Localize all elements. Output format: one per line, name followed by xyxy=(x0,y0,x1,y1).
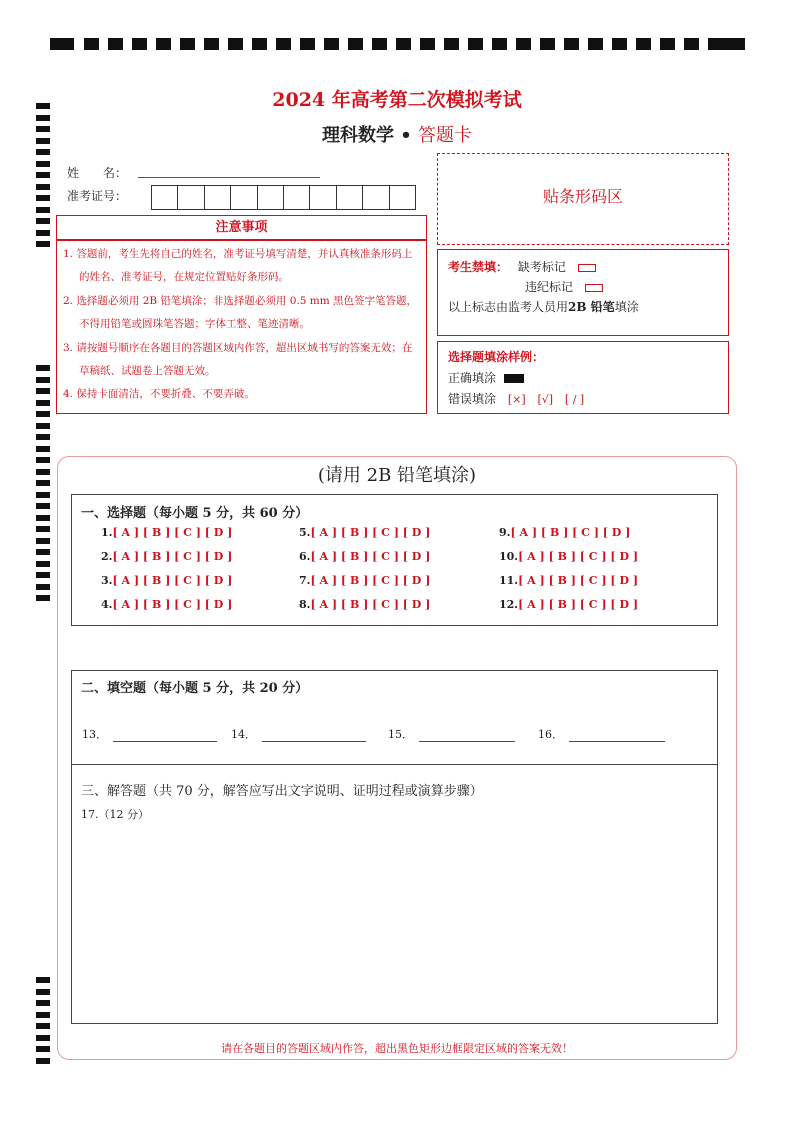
answer-options[interactable]: [ A ] [ B ] [ C ] [ D ] xyxy=(112,574,233,587)
timing-mark xyxy=(36,241,50,247)
timing-mark xyxy=(36,423,50,429)
footer-warning: 请在各题目的答题区域内作答，超出黑色矩形边框限定区域的答案无效！ xyxy=(221,1042,573,1055)
timing-mark xyxy=(36,572,50,578)
timing-mark xyxy=(36,1012,50,1018)
timing-mark xyxy=(50,38,74,50)
absent-label: 缺考标记 xyxy=(517,260,566,274)
timing-mark xyxy=(444,38,459,50)
question-number: 11. xyxy=(499,574,519,587)
timing-mark xyxy=(252,38,267,50)
timing-mark xyxy=(684,38,699,50)
ban-note: 以上标志由监考人员用2B 铅笔填涂 xyxy=(448,300,639,314)
timing-mark xyxy=(36,230,50,236)
timing-mark xyxy=(36,457,50,463)
timing-mark xyxy=(420,38,435,50)
filled-mark xyxy=(504,374,524,383)
timing-mark xyxy=(588,38,603,50)
timing-mark xyxy=(36,503,50,509)
timing-mark xyxy=(36,561,50,567)
timing-mark xyxy=(36,584,50,590)
mc-question[interactable] xyxy=(299,574,430,587)
timing-mark xyxy=(36,1058,50,1064)
section2-title: 二、填空题（每小题 5 分，共 20 分） xyxy=(81,681,309,696)
timing-mark xyxy=(516,38,531,50)
timing-mark xyxy=(36,172,50,178)
timing-mark xyxy=(324,38,339,50)
timing-mark xyxy=(156,38,171,50)
barcode-area: 贴条形码区 xyxy=(437,153,729,245)
mc-question[interactable] xyxy=(101,550,232,563)
section1-title: 一、选择题（每小题 5 分，共 60 分） xyxy=(81,506,309,521)
sample-heading: 选择题填涂样例： xyxy=(448,350,545,364)
panel-title: (请用 2B 铅笔填涂) xyxy=(317,465,477,486)
timing-mark xyxy=(36,184,50,190)
timing-mark xyxy=(348,38,363,50)
timing-mark xyxy=(36,469,50,475)
section3-title: 三、解答题（共 70 分，解答应写出文字说明、证明过程或演算步骤） xyxy=(81,784,483,799)
timing-mark xyxy=(276,38,291,50)
timing-mark xyxy=(36,549,50,555)
ban-heading: 考生禁填： xyxy=(448,260,509,274)
timing-mark xyxy=(300,38,315,50)
timing-mark xyxy=(612,38,627,50)
exam-id-boxes[interactable] xyxy=(151,185,416,210)
answer-options[interactable]: [ A ] [ B ] [ C ] [ D ] xyxy=(112,598,233,611)
card-title xyxy=(0,121,794,147)
timing-mark xyxy=(36,1046,50,1052)
mc-question[interactable] xyxy=(299,526,430,539)
absent-mark-box[interactable] xyxy=(578,264,596,272)
mc-question[interactable] xyxy=(299,598,430,611)
timing-mark xyxy=(36,1023,50,1029)
timing-marks-top xyxy=(50,38,745,52)
violation-mark-box[interactable] xyxy=(585,284,603,292)
timing-mark xyxy=(36,207,50,213)
timing-mark xyxy=(108,38,123,50)
answer-options[interactable]: [ A ] [ B ] [ C ] [ D ] xyxy=(310,574,431,587)
notice-item: 4. 保持卡面清洁，不要折叠、不要弄破。 xyxy=(63,388,255,401)
answer-box-17[interactable] xyxy=(71,764,718,1024)
timing-mark xyxy=(36,411,50,417)
exam-title: 2024 年高考第二次模拟考试 xyxy=(272,89,522,111)
mc-question[interactable] xyxy=(101,526,232,539)
timing-mark xyxy=(132,38,147,50)
notice-item: 1. 答题前，考生先将自己的姓名，准考证号填写清楚，并认真核准条形码上的姓名、准考证号，在规定位置贴好条形码。 xyxy=(63,248,413,284)
notice-body xyxy=(56,240,427,414)
timing-mark xyxy=(372,38,387,50)
timing-mark xyxy=(36,977,50,983)
timing-mark xyxy=(36,515,50,521)
mc-question[interactable] xyxy=(499,598,638,611)
timing-mark xyxy=(36,377,50,383)
timing-mark xyxy=(36,365,50,371)
mc-question[interactable] xyxy=(299,550,430,563)
timing-mark xyxy=(36,989,50,995)
question-number: 3. xyxy=(101,574,113,587)
timing-mark xyxy=(720,38,745,50)
timing-mark xyxy=(36,526,50,532)
title-dot: • xyxy=(400,125,412,146)
timing-mark xyxy=(36,492,50,498)
wrong-mark: [√] xyxy=(537,393,554,406)
answer-options[interactable]: [ A ] [ B ] [ C ] [ D ] xyxy=(518,598,639,611)
ban-box xyxy=(437,249,729,336)
mc-question[interactable] xyxy=(499,526,630,539)
answer-options[interactable]: [ A ] [ B ] [ C ] [ D ] xyxy=(510,526,631,539)
question-number: 9. xyxy=(499,526,511,539)
wrong-mark: [×] xyxy=(507,393,526,406)
timing-mark xyxy=(396,38,411,50)
timing-mark xyxy=(36,434,50,440)
question-number: 12. xyxy=(499,598,519,611)
notice-title: 注意事项 xyxy=(56,215,427,240)
mc-question[interactable] xyxy=(499,574,638,587)
timing-mark xyxy=(468,38,483,50)
notice-item: 2. 选择题必须用 2B 铅笔填涂；非选择题必须用 0.5 mm 黑色签字笔答题，不得用铅笔或圆珠笔答题；字体工整、笔迹清晰。 xyxy=(63,294,418,331)
timing-mark xyxy=(36,195,50,201)
subject-label: 理科数学 xyxy=(321,125,394,146)
timing-mark xyxy=(660,38,675,50)
timing-mark xyxy=(540,38,555,50)
answer-options[interactable]: [ A ] [ B ] [ C ] [ D ] xyxy=(310,550,431,563)
wrong-mark: [ / ] xyxy=(564,393,585,406)
answer-options[interactable]: [ A ] [ B ] [ C ] [ D ] xyxy=(518,574,639,587)
question-17-label: 17.（12 分） xyxy=(81,808,149,821)
mc-question[interactable] xyxy=(499,550,638,563)
answer-options[interactable]: [ A ] [ B ] [ C ] [ D ] xyxy=(310,598,431,611)
timing-mark xyxy=(36,595,50,601)
wrong-label: 错误填涂 xyxy=(448,392,497,406)
timing-mark xyxy=(84,38,99,50)
timing-mark xyxy=(36,480,50,486)
violation-label: 违纪标记 xyxy=(525,280,574,294)
timing-mark xyxy=(492,38,507,50)
answer-options[interactable]: [ A ] [ B ] [ C ] [ D ] xyxy=(518,550,639,563)
timing-mark xyxy=(204,38,219,50)
notice-item: 3. 请按题号顺序在各题目的答题区域内作答，超出区域书写的答案无效；在草稿纸、试题卷上答题无效。 xyxy=(63,341,413,378)
timing-mark xyxy=(564,38,579,50)
timing-mark xyxy=(36,1035,50,1041)
blank-15[interactable]: 15． xyxy=(388,726,515,742)
blank-13[interactable]: 13． xyxy=(82,726,217,742)
sample-box xyxy=(437,341,729,414)
correct-label: 正确填涂 xyxy=(448,371,497,385)
mc-question[interactable] xyxy=(101,598,232,611)
name-field[interactable] xyxy=(138,177,320,178)
timing-mark xyxy=(36,1000,50,1006)
timing-mark xyxy=(36,388,50,394)
id-label: 准考证号： xyxy=(67,189,128,203)
name-label: 姓 名： xyxy=(67,166,128,180)
answer-card-label: 答题卡 xyxy=(418,125,473,146)
timing-mark xyxy=(36,400,50,406)
answer-options[interactable]: [ A ] [ B ] [ C ] [ D ] xyxy=(112,550,233,563)
blank-16[interactable]: 16． xyxy=(538,726,665,742)
question-number: 1. xyxy=(101,526,113,539)
timing-mark xyxy=(180,38,195,50)
timing-mark xyxy=(36,161,50,167)
question-number: 10. xyxy=(499,550,519,563)
question-number: 7. xyxy=(299,574,311,587)
timing-mark xyxy=(636,38,651,50)
timing-mark xyxy=(36,218,50,224)
answer-options[interactable]: [ A ] [ B ] [ C ] [ D ] xyxy=(310,526,431,539)
question-number: 5. xyxy=(299,526,311,539)
timing-mark xyxy=(36,446,50,452)
blank-14[interactable]: 14． xyxy=(231,726,366,742)
question-number: 8. xyxy=(299,598,311,611)
timing-mark xyxy=(36,149,50,155)
timing-mark xyxy=(36,538,50,544)
mc-question[interactable] xyxy=(101,574,232,587)
question-number: 4. xyxy=(101,598,113,611)
answer-options[interactable]: [ A ] [ B ] [ C ] [ D ] xyxy=(112,526,233,539)
question-number: 6. xyxy=(299,550,311,563)
question-number: 2. xyxy=(101,550,113,563)
timing-mark xyxy=(228,38,243,50)
